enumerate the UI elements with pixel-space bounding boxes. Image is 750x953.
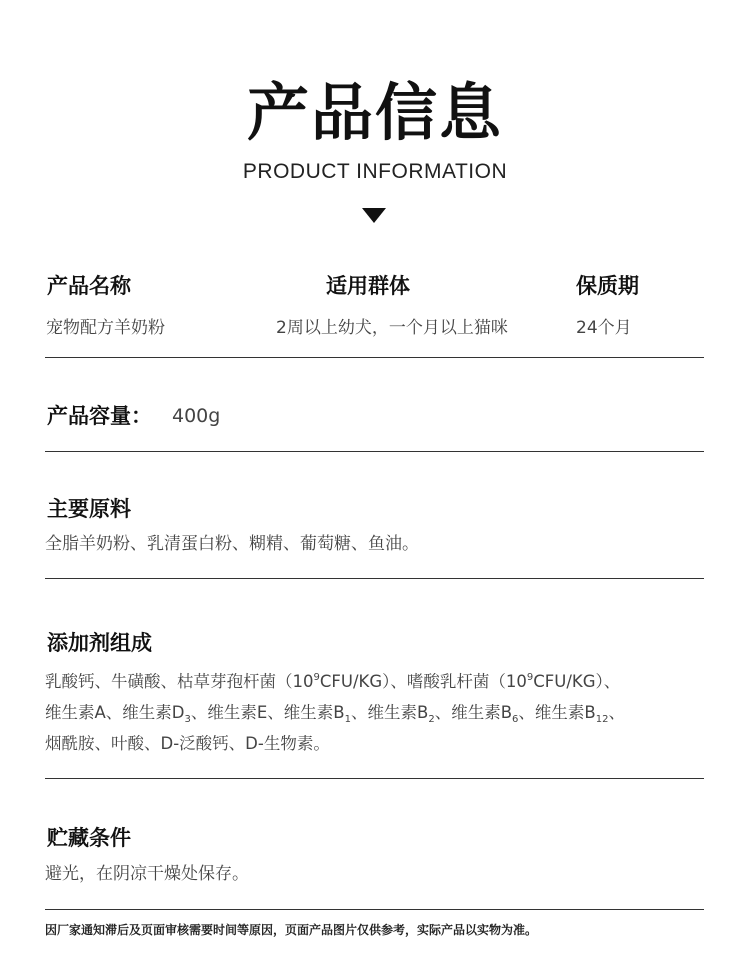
additives-line-1: 乳酸钙、牛磺酸、枯草芽孢杆菌$(10^9CFU/KG)$、嗜酸乳杆菌$(10^9CFU/KG)$、	[45, 672, 621, 691]
additives-line-2: 维生素A、维生素$D_3$、维生素E、维生素$B_1$、维生素$B_2$、维生素$B_6$、维生素$B_{12}$、	[45, 703, 625, 725]
capacity-value: 400g	[172, 405, 221, 427]
page-subtitle: PRODUCT INFORMATION	[242, 160, 508, 183]
down-triangle-icon	[362, 208, 386, 223]
ingredients-text: 全脂羊奶粉、乳清蛋白粉、糊精、葡萄糖、鱼油。	[45, 534, 419, 554]
footer-note: 因厂家通知滞后及页面审核需要时间等原因，页面产品图片仅供参考，实际产品以实物为准。	[45, 923, 538, 937]
product-name-value: 宠物配方羊奶粉	[46, 318, 165, 338]
audience-value: 2周以上幼犬，一个月以上猫咪	[276, 318, 508, 338]
divider	[45, 357, 704, 358]
additives-line-3: 烟酰胺、叶酸、D-泛酸钙、D-生物素。	[45, 734, 330, 753]
product-name-label: 产品名称	[47, 274, 131, 298]
page-title: 产品信息	[246, 76, 503, 149]
divider	[45, 578, 704, 579]
additives-text	[45, 666, 715, 759]
capacity-label: 产品容量：	[47, 404, 152, 428]
storage-label: 贮藏条件	[47, 826, 131, 850]
divider	[45, 909, 704, 910]
storage-text: 避光，在阴凉干燥处保存。	[45, 864, 249, 884]
ingredients-label: 主要原料	[47, 497, 131, 521]
shelf-life-label: 保质期	[576, 274, 639, 298]
divider	[45, 778, 704, 779]
shelf-life-value: 24个月	[576, 318, 632, 338]
divider	[45, 451, 704, 452]
audience-label: 适用群体	[326, 274, 410, 298]
additives-label: 添加剂组成	[47, 631, 152, 655]
